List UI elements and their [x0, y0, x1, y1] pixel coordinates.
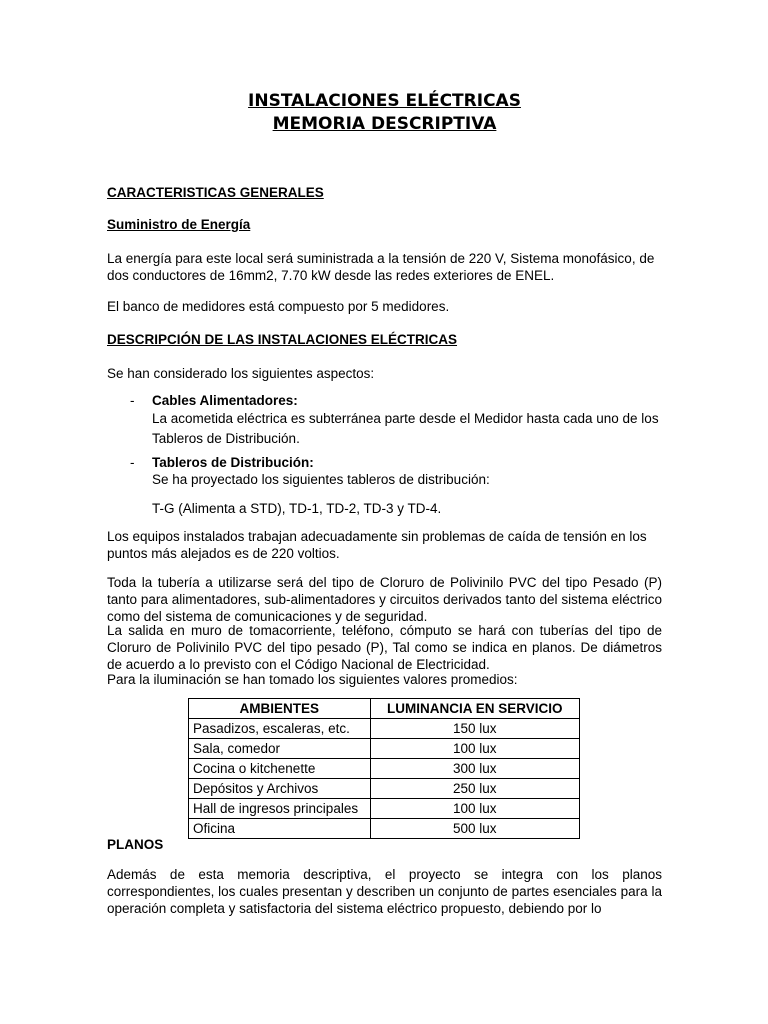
bullet-extra-boards: T-G (Alimenta a STD), TD-1, TD-2, TD-3 y TD-4.	[152, 501, 442, 516]
bullet-title-cables: Cables Alimentadores:	[152, 393, 298, 408]
table-cell-ambiente: Hall de ingresos principales	[189, 799, 371, 819]
table-cell-lux: 150 lux	[370, 719, 579, 739]
bullet-text-boards: Se ha proyectado los siguientes tableros de distribución:	[152, 472, 490, 487]
table-row	[189, 739, 580, 759]
table-cell-lux: 500 lux	[370, 819, 579, 839]
bullet-body-cables	[152, 392, 662, 449]
document-title-line1: INSTALACIONES ELÉCTRICAS	[248, 91, 521, 111]
paragraph-equipment: Los equipos instalados trabajan adecuadamente sin problemas de caída de tensión en los puntos más alejados es de 220 voltios.	[107, 529, 647, 561]
paragraph-supply: La energía para este local será suministrada a la tensión de 220 V, Sistema monofásico, de dos conductores de 16mm2, 7.70 kW desde las redes exteriores de ENEL.	[107, 251, 655, 283]
table-cell-lux: 300 lux	[370, 759, 579, 779]
bullet-dash: -	[130, 393, 135, 408]
table-cell-ambiente: Sala, comedor	[189, 739, 371, 759]
table-cell-lux: 100 lux	[370, 739, 579, 759]
table-cell-lux: 100 lux	[370, 799, 579, 819]
bullet-text-cables: La acometida eléctrica es subterránea parte desde el Medidor hasta cada uno de los Tableros de Distribución.	[152, 411, 659, 446]
table-cell-ambiente: Cocina o kitchenette	[189, 759, 371, 779]
paragraph-plans: Además de esta memoria descriptiva, el proyecto se integra con los planos correspondientes, los cuales presentan y describen un conjunto de partes esenciales para la operación completa y satisfactoria del sistema eléctrico propuesto, debiendo por lo	[107, 867, 662, 916]
lux-table	[188, 698, 580, 839]
table-cell-ambiente: Depósitos y Archivos	[189, 779, 371, 799]
table-header-row	[189, 699, 580, 719]
table-cell-ambiente: Pasadizos, escaleras, etc.	[189, 719, 371, 739]
table-cell-ambiente: Oficina	[189, 819, 371, 839]
section-heading-general: CARACTERISTICAS GENERALES	[107, 185, 324, 200]
table-row	[189, 779, 580, 799]
paragraph-aspects: Se han considerado los siguientes aspectos:	[107, 366, 375, 381]
table-row	[189, 799, 580, 819]
paragraph-lighting: Para la iluminación se han tomado los siguientes valores promedios:	[107, 672, 518, 687]
subsection-heading-supply: Suministro de Energía	[107, 217, 251, 232]
paragraph-piping: Toda la tubería a utilizarse será del tipo de Cloruro de Polivinilo PVC del tipo Pesado (P) tanto para alimentadores, sub-alimentadores y circuitos derivados tanto del sistema eléctrico como del sistema de comunicaciones y de seguridad.	[107, 575, 662, 624]
table-header-ambientes: AMBIENTES	[189, 699, 371, 719]
bullet-dash: -	[130, 455, 135, 470]
bullet-item-cables	[107, 392, 662, 452]
section-heading-plans: PLANOS	[107, 837, 164, 852]
bullet-item-boards	[107, 454, 662, 518]
paragraph-outlets: La salida en muro de tomacorriente, teléfono, cómputo se hará con tuberías del tipo de Cloruro de Polivinilo PVC del tipo pesado (P), Tal como se indica en planos. De diámetros de acuerdo a lo previsto con el Código Nacional de Electricidad.	[107, 623, 662, 672]
bullet-body-boards	[152, 454, 662, 517]
table-row	[189, 759, 580, 779]
table-row	[189, 719, 580, 739]
table-header-luminancia: LUMINANCIA EN SERVICIO	[370, 699, 579, 719]
paragraph-meters: El banco de medidores está compuesto por 5 medidores.	[107, 299, 450, 314]
table-cell-lux: 250 lux	[370, 779, 579, 799]
section-heading-description: DESCRIPCIÓN DE LAS INSTALACIONES ELÉCTRICAS	[107, 332, 458, 347]
document-title-line2: MEMORIA DESCRIPTIVA	[272, 114, 497, 134]
bullet-title-boards: Tableros de Distribución:	[152, 455, 314, 470]
